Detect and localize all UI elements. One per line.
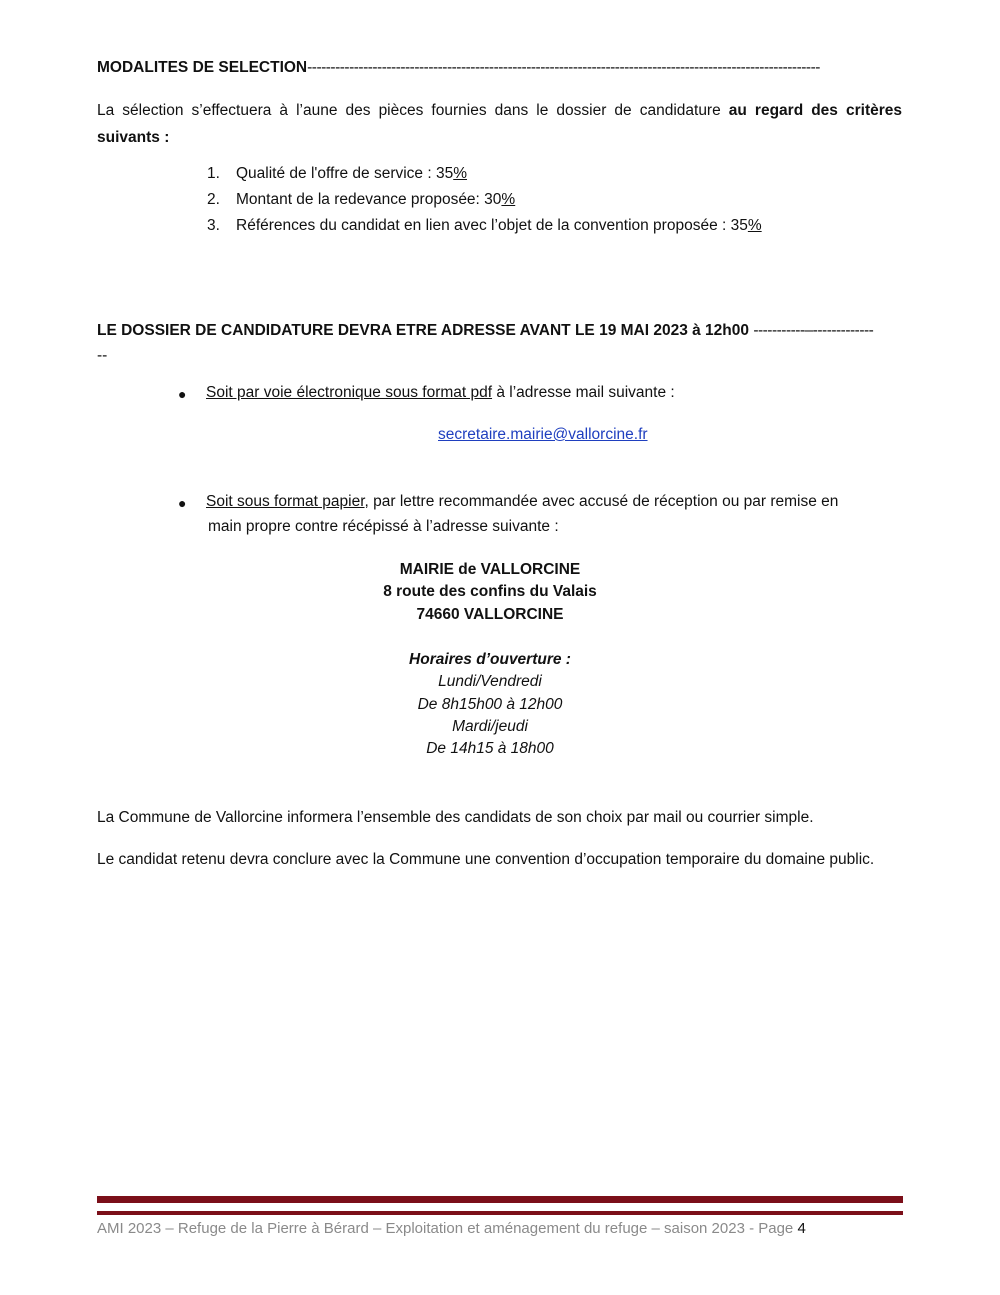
- option-paper-rest: , par lettre recommandée avec accusé de réception ou par remise en: [364, 493, 839, 510]
- selection-intro: [97, 97, 902, 151]
- option-paper-label: Soit sous format papier: [206, 493, 365, 510]
- option-paper: [206, 493, 838, 511]
- hours-title: Horaires d’ouverture :: [409, 651, 571, 668]
- selection-intro-plain: La sélection s’effectuera à l’aune des pièces fournies dans le dossier de candidature: [97, 102, 729, 119]
- criteria-number: 1.: [207, 165, 220, 182]
- dossier-heading-dashes: -----------–-------------: [753, 322, 874, 339]
- bullet-icon: ●: [178, 386, 187, 402]
- criteria-number: 2.: [207, 191, 220, 208]
- criteria-percent: %: [747, 217, 762, 234]
- criteria-percent: %: [453, 165, 468, 182]
- selection-intro-bold: au regard des critères suivants :: [97, 102, 902, 146]
- criteria-number: 3.: [207, 217, 220, 234]
- criteria-item: [236, 191, 515, 209]
- footer-rule-thin: [97, 1211, 903, 1215]
- hours-days-1: Lundi/Vendredi: [438, 673, 542, 690]
- bullet-icon: ●: [178, 495, 187, 511]
- option-electronic-rest: à l’adresse mail suivante :: [492, 384, 675, 401]
- selection-heading-dashes: --------------------------------------------------------------------------------------------------------------: [307, 59, 820, 76]
- footer-rule-thick: [97, 1196, 903, 1203]
- option-electronic: [206, 384, 675, 402]
- dossier-heading-text: LE DOSSIER DE CANDIDATURE DEVRA ETRE ADRESSE AVANT LE 19 MAI 2023 à 12h00: [97, 322, 754, 339]
- closing-paragraph-inform: La Commune de Vallorcine informera l’ensemble des candidats de son choix par mail ou courrier simple.: [97, 809, 814, 826]
- address-line-name: MAIRIE de VALLORCINE: [399, 561, 581, 578]
- dossier-heading-dashes-continued: --: [97, 347, 108, 364]
- address-line-street: 8 route des confins du Valais: [383, 583, 597, 600]
- criteria-item: [236, 217, 762, 235]
- criteria-item: [236, 165, 467, 183]
- email-link[interactable]: secretaire.mairie@vallorcine.fr: [438, 426, 648, 443]
- hours-times-2: De 14h15 à 18h00: [426, 740, 554, 757]
- option-electronic-label: Soit par voie électronique sous format pdf: [206, 384, 493, 401]
- criteria-text: Qualité de l'offre de service : 35: [236, 165, 454, 182]
- option-paper-continued: main propre contre récépissé à l’adresse suivante :: [208, 518, 559, 535]
- footer-page-number: 4: [797, 1220, 806, 1237]
- selection-heading: [97, 59, 820, 77]
- dossier-heading: [97, 322, 873, 340]
- hours-days-2: Mardi/jeudi: [452, 718, 528, 735]
- footer-text: AMI 2023 – Refuge de la Pierre à Bérard – Exploitation et aménagement du refuge – saison 2023 - Page: [97, 1220, 798, 1237]
- criteria-percent: %: [501, 191, 516, 208]
- criteria-text: Références du candidat en lien avec l’objet de la convention proposée : 35: [236, 217, 748, 234]
- closing-paragraph-convention: Le candidat retenu devra conclure avec la Commune une convention d’occupation temporaire du domaine public.: [97, 851, 875, 868]
- hours-times-1: De 8h15h00 à 12h00: [417, 696, 563, 713]
- selection-heading-text: MODALITES DE SELECTION: [97, 59, 308, 76]
- address-line-city: 74660 VALLORCINE: [416, 606, 564, 623]
- footer: [97, 1220, 806, 1237]
- criteria-text: Montant de la redevance proposée: 30: [236, 191, 502, 208]
